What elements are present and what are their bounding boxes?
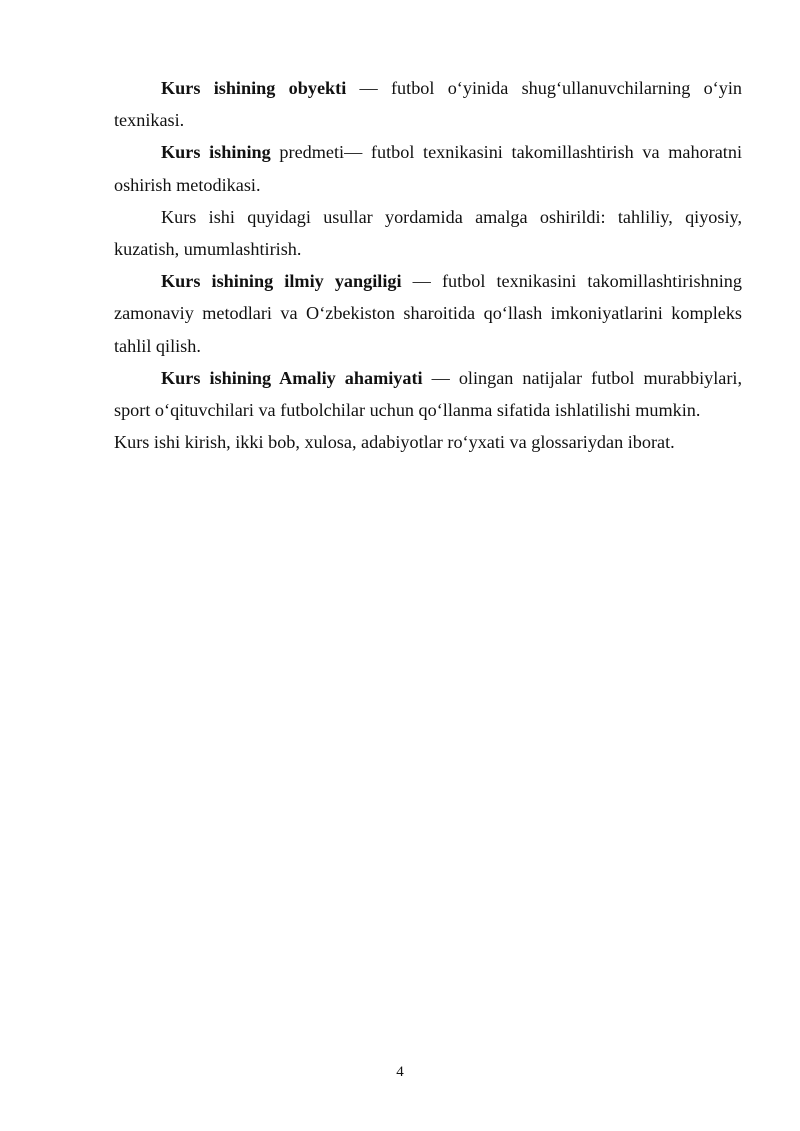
- paragraph-lead: Kurs ishining obyekti: [161, 78, 347, 98]
- document-body: [114, 72, 742, 458]
- paragraph-lead: Kurs ishining: [161, 142, 271, 163]
- paragraph-text: — olingan natijalar futbol murabbiylari, sport o‘qituvchilari va futbolchilar uchun qo‘llanma sifatida ishlatilishi mumkin.: [114, 367, 742, 421]
- paragraph-text: Kurs ishi kirish, ikki bob, xulosa, adabiyotlar ro‘yxati va glossariydan iborat.: [114, 432, 675, 453]
- paragraph-subject: [114, 136, 742, 200]
- paragraph-lead: Kurs ishining Amaliy ahamiyati: [161, 367, 423, 388]
- paragraph-object: [114, 72, 742, 136]
- paragraph-lead: Kurs ishining ilmiy yangiligi: [161, 271, 402, 292]
- paragraph-novelty: [114, 265, 742, 362]
- paragraph-text: — futbol o‘yinida shug‘ullanuvchilarning o‘yin texnikasi.: [114, 78, 742, 131]
- paragraph-structure: [114, 426, 742, 458]
- paragraph-text: Kurs ishi quyidagi usullar yordamida amalga oshirildi: tahliliy, qiyosiy, kuzatish, umumlashtirish.: [114, 206, 742, 260]
- paragraph-methods: [114, 201, 742, 265]
- paragraph-practical-value: [114, 362, 742, 426]
- paragraph-text: — futbol texnikasini takomillashtirishning zamonaviy metodlari va O‘zbekiston sharoitida qo‘llash imkoniyatlarini kompleks tahlil qilish.: [114, 271, 742, 356]
- page-number: 4: [396, 1064, 404, 1080]
- paragraph-text: predmeti— futbol texnikasini takomillashtirish va mahoratni oshirish metodikasi.: [114, 142, 742, 195]
